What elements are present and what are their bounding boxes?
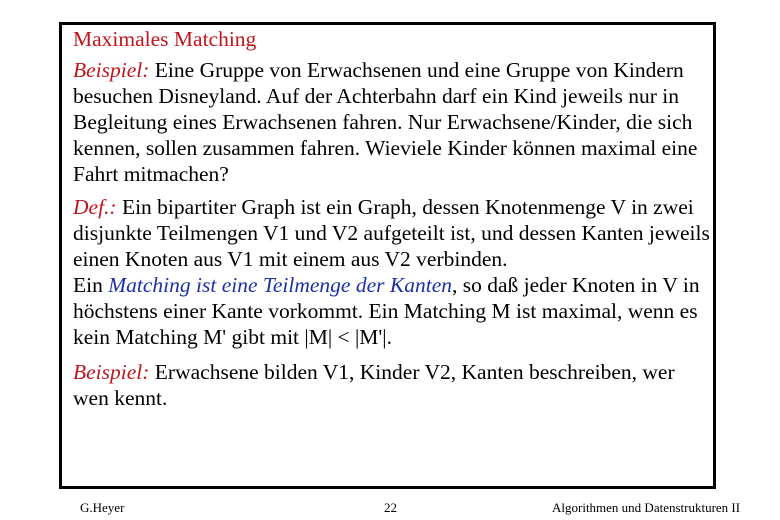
- matching-text: , so daß jeder Knoten in V in höchstens einer Kante vorkommt. Ein Matching M ist maximal, wenn es kein Matching M' gibt mit |M| < |M'|.: [73, 273, 700, 349]
- example-paragraph-1: [73, 57, 713, 187]
- definition-text: Ein bipartiter Graph ist ein Graph, dessen Knotenmenge V in zwei disjunkte Teilmengen V1 und V2 aufgeteilt ist, und dessen Kanten jeweils einen Knoten aus V1 mit einem aus V2 verbinden.: [73, 195, 710, 271]
- footer-page-number: 22: [384, 500, 397, 515]
- matching-highlight: Matching ist eine Teilmenge der Kanten: [108, 273, 452, 297]
- matching-prefix: Ein: [73, 273, 109, 297]
- example-paragraph-2: [73, 359, 713, 411]
- example-text-1: Eine Gruppe von Erwachsenen und eine Gruppe von Kindern besuchen Disneyland. Auf der Achterbahn darf ein Kind jeweils nur in Begleitung eines Erwachsenen fahren. Nur Erwachsene/Kinder, die sich kennen, sollen zusammen fahren. Wieviele Kinder können maximal eine Fahrt mitmachen?: [73, 58, 698, 186]
- definition-paragraph: [73, 194, 713, 350]
- footer-course: Algorithmen und Datenstrukturen II: [552, 500, 741, 515]
- example-label-2: Beispiel:: [73, 360, 150, 384]
- slide-content: [73, 26, 713, 411]
- definition-label: Def.:: [73, 195, 117, 219]
- example-text-2: Erwachsene bilden V1, Kinder V2, Kanten beschreiben, wer wen kennt.: [73, 360, 675, 410]
- slide-title: Maximales Matching: [73, 27, 257, 51]
- footer-author: G.Heyer: [80, 500, 125, 515]
- example-label-1: Beispiel:: [73, 58, 150, 82]
